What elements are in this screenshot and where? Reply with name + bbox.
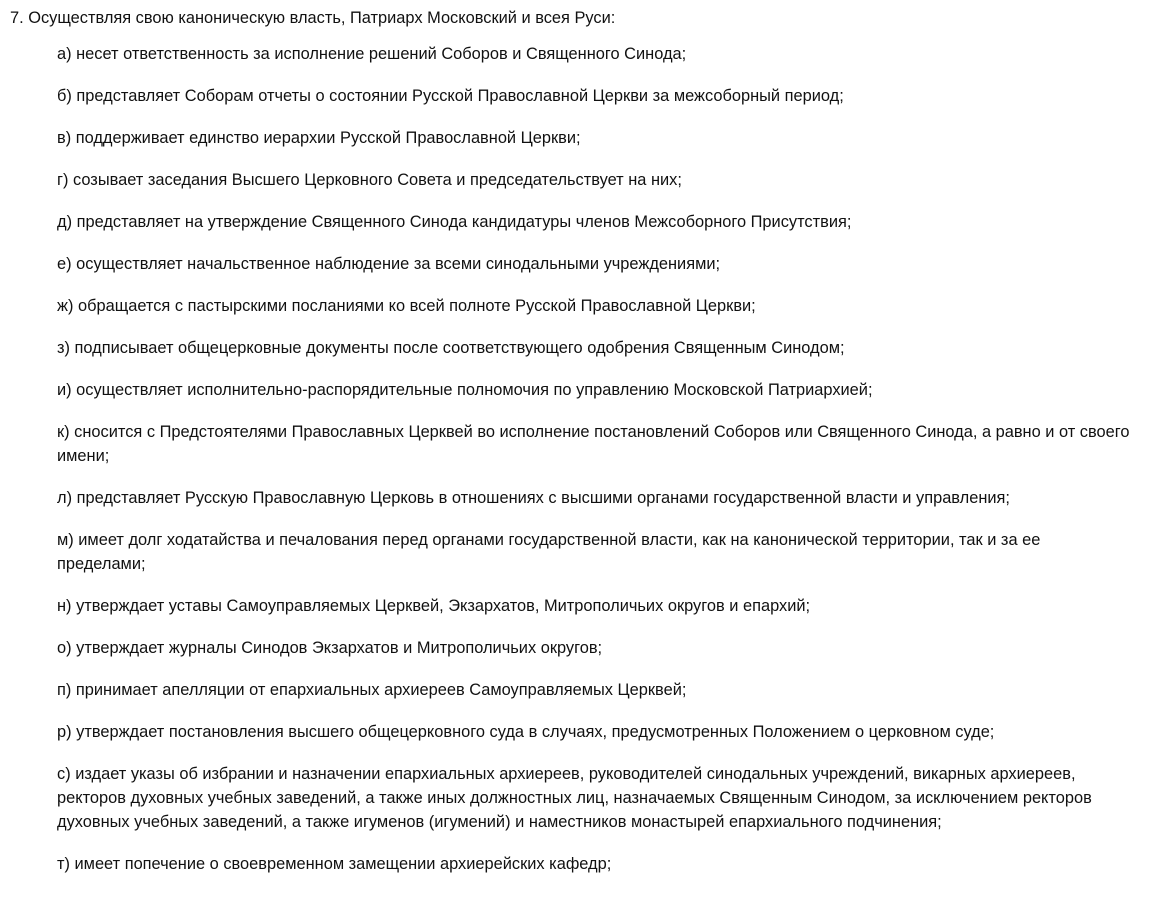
list-item: о) утверждает журналы Синодов Экзархатов и Митрополичьих округов; bbox=[57, 639, 603, 657]
list-item: п) принимает апелляции от епархиальных архиереев Самоуправляемых Церквей; bbox=[57, 681, 687, 699]
list-item: с) издает указы об избрании и назначении епархиальных архиереев, руководителей синодальных учреждений, викарных архиереев, ректоров духовных учебных заведений, а также иных должностных лиц, назначаемых Священным Синодом, за исключением ректоров духовных учебных заведений, а также игуменов (игумений) и наместников монастырей епархиального подчинения; bbox=[57, 765, 1092, 831]
list-item: р) утверждает постановления высшего общецерковного суда в случаях, предусмотренных Положением о церковном суде; bbox=[57, 723, 995, 741]
section-heading: 7. Осуществляя свою каноническую власть, Патриарх Московский и всея Руси: bbox=[10, 9, 616, 27]
list-item: в) поддерживает единство иерархии Русской Православной Церкви; bbox=[57, 129, 581, 147]
list-item: б) представляет Соборам отчеты о состоянии Русской Православной Церкви за межсоборный период; bbox=[57, 87, 844, 105]
list-item: к) сносится с Предстоятелями Православных Церквей во исполнение постановлений Соборов или Священного Синода, а равно и от своего имени; bbox=[57, 423, 1130, 465]
list-item: а) несет ответственность за исполнение решений Соборов и Священного Синода; bbox=[57, 45, 687, 63]
list-item: м) имеет долг ходатайства и печалования перед органами государственной власти, как на канонической территории, так и за ее пределами; bbox=[57, 531, 1041, 573]
list-item: з) подписывает общецерковные документы после соответствующего одобрения Священным Синодом; bbox=[57, 339, 845, 357]
list-item: л) представляет Русскую Православную Церковь в отношениях с высшими органами государственной власти и управления; bbox=[57, 489, 1010, 507]
powers-list bbox=[57, 42, 1132, 894]
list-item: и) осуществляет исполнительно-распорядительные полномочия по управлению Московской Патриархией; bbox=[57, 381, 873, 399]
list-item: д) представляет на утверждение Священного Синода кандидатуры членов Межсоборного Присутствия; bbox=[57, 213, 852, 231]
list-item: т) имеет попечение о своевременном замещении архиерейских кафедр; bbox=[57, 855, 612, 873]
list-item: ж) обращается с пастырскими посланиями ко всей полноте Русской Православной Церкви; bbox=[57, 297, 756, 315]
list-item: н) утверждает уставы Самоуправляемых Церквей, Экзархатов, Митрополичьих округов и епархий; bbox=[57, 597, 811, 615]
list-item: г) созывает заседания Высшего Церковного Совета и председательствует на них; bbox=[57, 171, 682, 189]
list-item: е) осуществляет начальственное наблюдение за всеми синодальными учреждениями; bbox=[57, 255, 721, 273]
